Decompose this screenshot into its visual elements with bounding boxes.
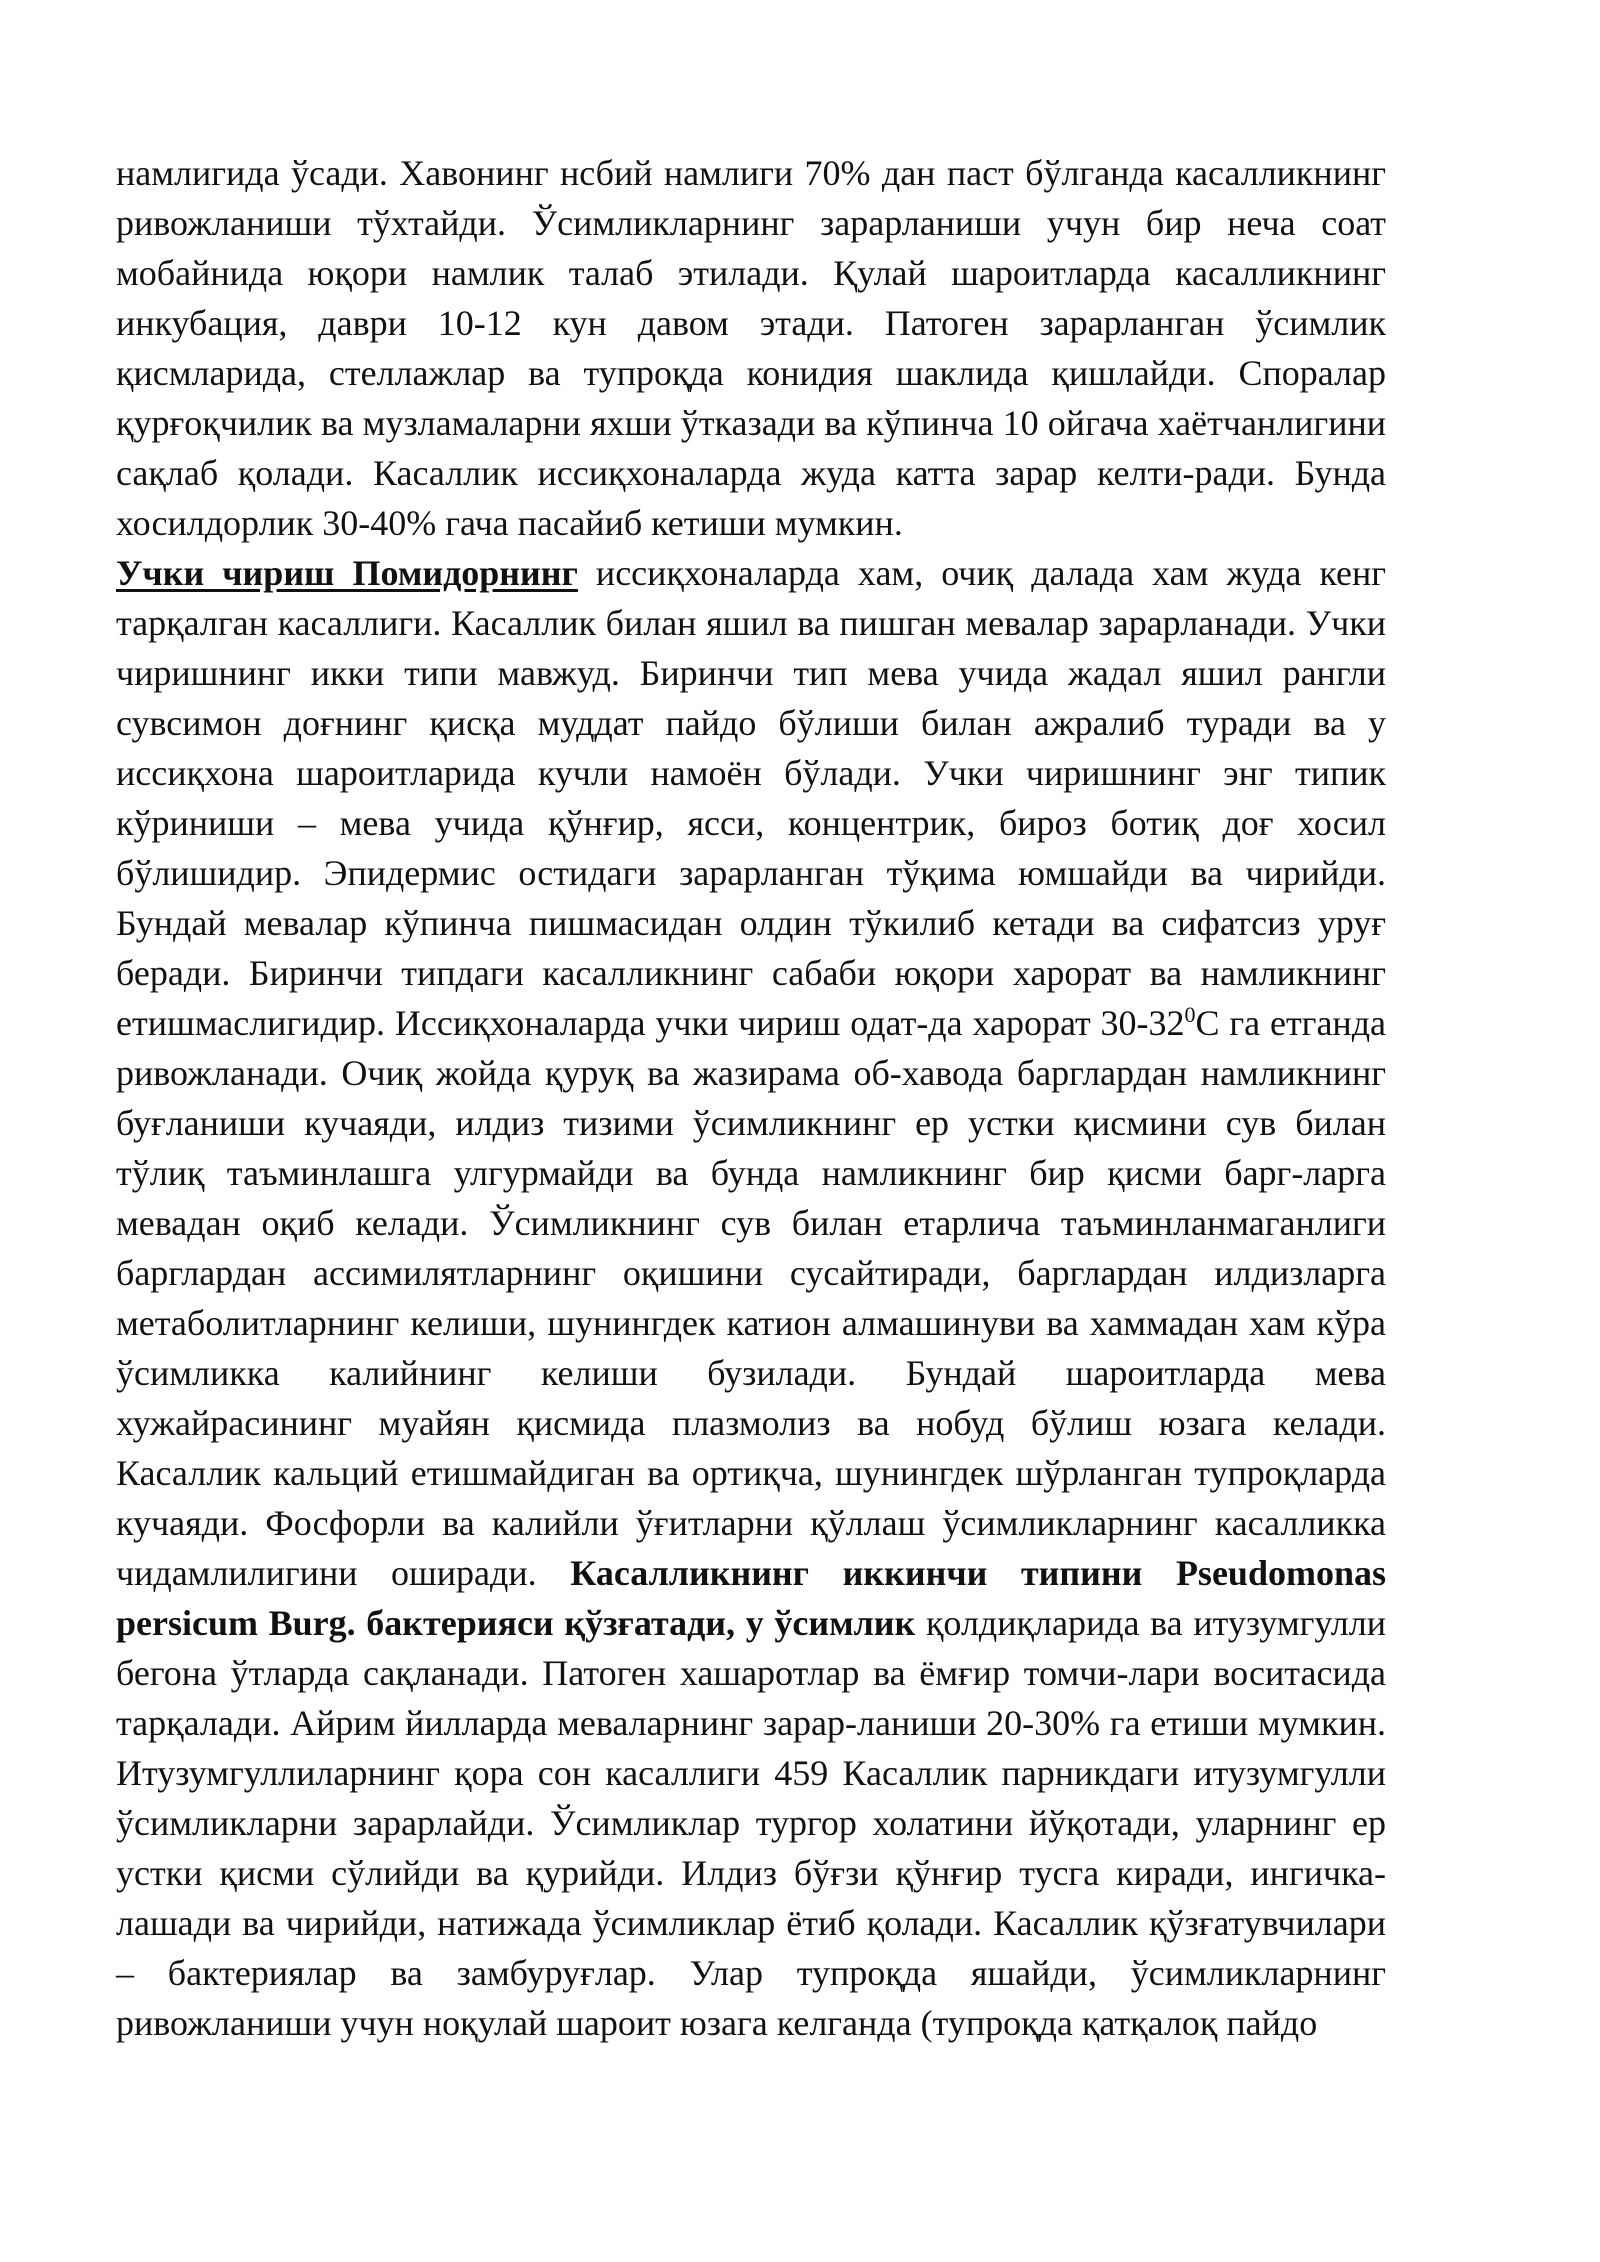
paragraph-2-text-c: қолдиқларида ва итузумгулли бегона ўтларда сақланади. Патоген хашаротлар ва ёмғир томчи-лари воситасида тарқалади. Айрим йилларда меваларнинг зарар-ланиши 20-30% га етиши мумкин. Итузумгуллиларнинг қора сон касаллиги 459 Касаллик парникдаги итузумгулли ўсимликларни зарарлайди. Ўсимликлар тургор холатини йўқотади, уларнинг ер устки қисми сўлийди ва қурийди. Илдиз бўғзи қўнғир тусга киради, ингичка-лашади ва чирийди, натижада ўсимликлар ётиб қолади. Касаллик қўзғатувчилари – бактериялар ва замбуруғлар. Улар тупроқда яшайди, ўсимликларнинг ривожланиши учун ноқулай шароит юзага келганда (тупроқда қатқалоқ пайдо (116, 1603, 1386, 2043)
paragraph-2-text-b: С га етганда ривожланади. Очиқ жойда қуруқ ва жазирама об-хавода барглардан намликнинг буғланиши кучаяди, илдиз тизими ўсимликнинг ер устки қисмини сув билан тўлиқ таъминлашга улгурмайди ва бунда намликнинг бир қисми барг-ларга мевадан оқиб келади. Ўсимликнинг сув билан етарлича таъминланмаганлиги барглардан ассимилятларнинг оқишини сусайтиради, барглардан илдизларга метаболитларнинг келиши, шунингдек катион алмашинуви ва хаммадан хам кўра ўсимликка калийнинг келиши бузилади. Бундай шароитларда мева хужайрасининг муайян қисмида плазмолиз ва нобуд бўлиш юзага келади. Касаллик кальций етишмайдиган ва ортиқча, шунингдек шўрланган тупроқларда кучаяди. Фосфорли ва калийли ўғитларни қўллаш ўсимликларнинг касалликка чидамлилигини оширади. (116, 1003, 1386, 1593)
degree-superscript: 0 (1184, 1002, 1196, 1027)
section-heading: Учки чириш Помидорнинг (116, 553, 578, 593)
paragraph-2 (116, 548, 1386, 2048)
paragraph-1: намлигида ўсади. Хавонинг нсбий намлиги 70% дан паст бўлганда касалликнинг ривожланиши тўхтайди. Ўсимликларнинг зарарланиши учун бир неча соат мобайнида юқори намлик талаб этилади. Қулай шароитларда касалликнинг инкубация, даври 10-12 кун давом этади. Патоген зарарланган ўсимлик қисмларида, стеллажлар ва тупроқда конидия шаклида қишлайди. Споралар қурғоқчилик ва музламаларни яхши ўтказади ва кўпинча 10 ойгача хаётчанлигини сақлаб қолади. Касаллик иссиқхоналарда жуда катта зарар келти-ради. Бунда хосилдорлик 30-40% гача пасайиб кетиши мумкин. (116, 153, 1386, 543)
document-body (116, 148, 1386, 2048)
bold-sentence: Касалликнинг иккинчи типини Pseudomonas persicum Burg. бактерияси қўзғатади, у ўсимлик (116, 1553, 1386, 1643)
paragraph-2-text-a: иссиқхоналарда хам, очиқ далада хам жуда кенг тарқалган касаллиги. Касаллик билан яшил ва пишган мевалар зарарланади. Учки чиришнинг икки типи мавжуд. Биринчи тип мева учида жадал яшил рангли сувсимон доғнинг қисқа муддат пайдо бўлиши билан ажралиб туради ва у иссиқхона шароитларида кучли намоён бўлади. Учки чиришнинг энг типик кўриниши – мева учида қўнғир, ясси, концентрик, бироз ботиқ доғ хосил бўлишидир. Эпидермис остидаги зарарланган тўқима юмшайди ва чирийди. Бундай мевалар кўпинча пишмасидан олдин тўкилиб кетади ва сифатсиз уруғ беради. Биринчи типдаги касалликнинг сабаби юқори харорат ва намликнинг етишмаслигидир. Иссиқхоналарда учки чириш одат-да харорат 30-32 (116, 553, 1386, 1043)
